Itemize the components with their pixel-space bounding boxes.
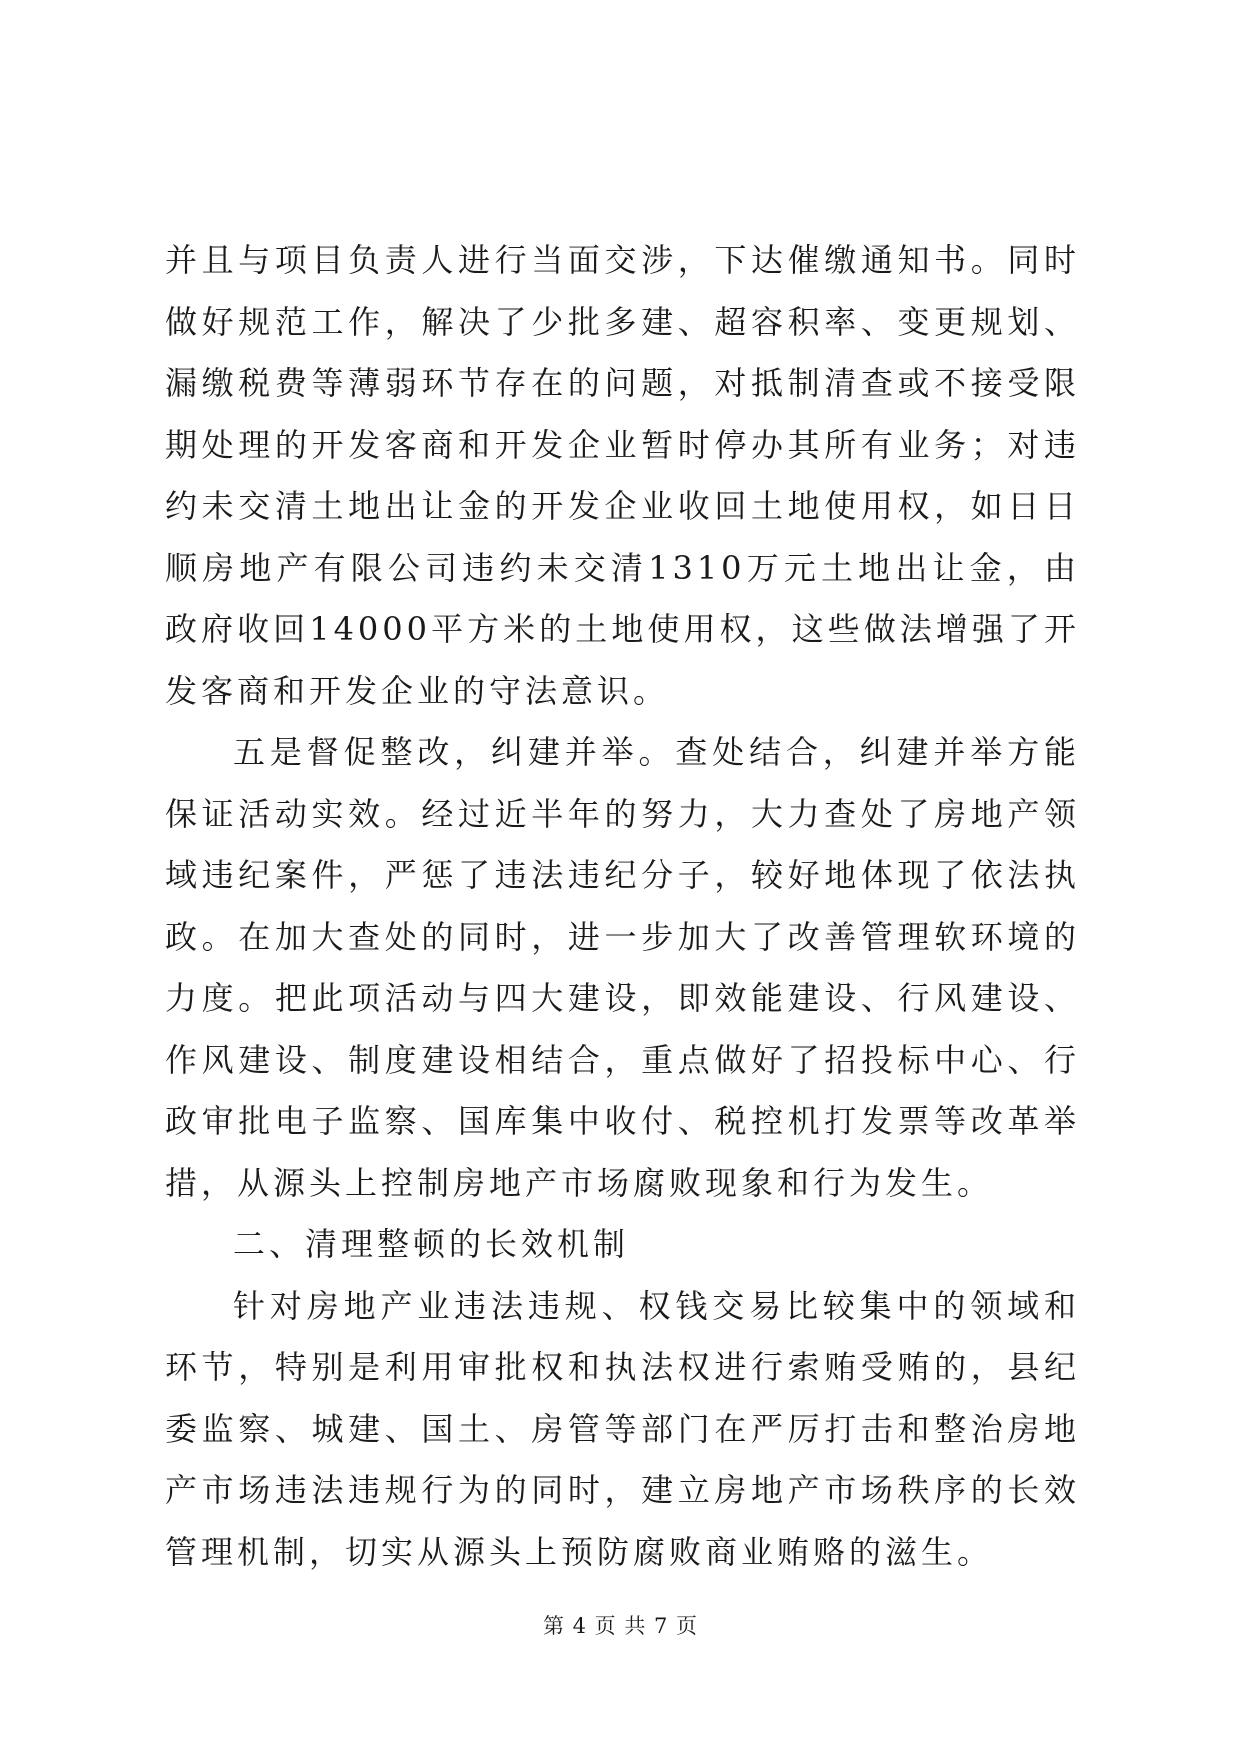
section-heading: 二、清理整顿的长效机制 — [233, 1225, 630, 1263]
paragraph-continuation: 并且与项目负责人进行当面交涉，下达催缴通知书。同时做好规范工作，解决了少批多建、超容积率、变更规划、漏缴税费等薄弱环节存在的问题，对抵制清查或不接受限期处理的开发客商和开发企业暂时停办其所有业务；对违约未交清土地出让金的开发企业收回土地使用权，如日日顺房地产有限公司违约未交清1310万元土地出让金，由政府收回14000平方米的土地使用权，这些做法增强了开发客商和开发企业的守法意识。 — [165, 241, 1080, 710]
paragraph-mechanism: 针对房地产业违法违规、权钱交易比较集中的领域和环节，特别是利用审批权和执法权进行索贿受贿的，县纪委监察、城建、国土、房管等部门在严厉打击和整治房地产市场违法违规行为的同时，建立房地产市场秩序的长效管理机制，切实从源头上预防腐败商业贿赂的滋生。 — [165, 1286, 1080, 1571]
page-number-footer: 第 4 页 共 7 页 — [542, 1614, 699, 1638]
body-text — [165, 230, 1080, 1583]
paragraph-rectification: 五是督促整改，纠建并举。查处结合，纠建并举方能保证活动实效。经过近半年的努力，大力查处了房地产领域违纪案件，严惩了违法违纪分子，较好地体现了依法执政。在加大查处的同时，进一步加大了改善管理软环境的力度。把此项活动与四大建设，即效能建设、行风建设、作风建设、制度建设相结合，重点做好了招投标中心、行政审批电子监察、国库集中收付、税控机打发票等改革举措，从源头上控制房地产市场腐败现象和行为发生。 — [165, 733, 1080, 1202]
